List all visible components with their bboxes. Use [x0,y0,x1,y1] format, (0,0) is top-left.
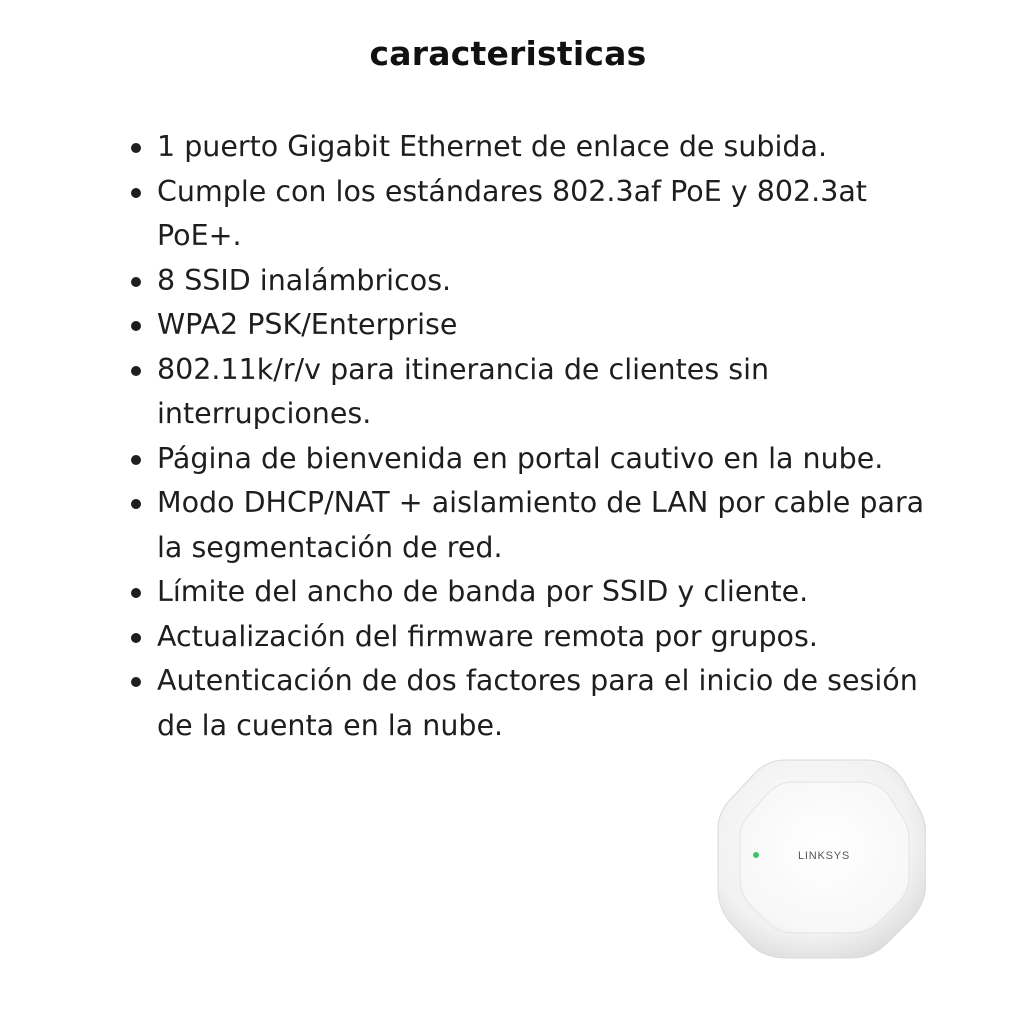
feature-text: Página de bienvenida en portal cautivo en la nube. [157,441,884,475]
list-item [157,437,927,482]
list-item [157,615,927,660]
bullet-icon [131,677,141,687]
access-point-image [716,752,926,962]
feature-list [157,125,927,748]
device-brand-label: LINKSYS [797,850,851,862]
feature-text: 1 puerto Gigabit Ethernet de enlace de subida. [157,130,828,163]
list-item [157,659,927,748]
bullet-icon [131,143,141,153]
feature-text: Autenticación de dos factores para el inicio de sesión de la cuenta en la nube. [157,664,918,742]
bullet-icon [131,633,141,643]
feature-text: WPA2 PSK/Enterprise [157,308,458,341]
bullet-icon [131,499,141,509]
list-item [157,481,927,570]
bullet-icon [131,455,141,465]
list-item [157,170,927,259]
bullet-icon [131,188,141,198]
status-led-icon [753,852,759,858]
list-item [157,125,927,170]
feature-text: Límite del ancho de banda por SSID y cliente. [157,575,809,608]
list-item [157,303,927,348]
feature-text: Actualización del firmware remota por grupos. [157,619,818,653]
bullet-icon [131,366,141,376]
list-item [157,348,927,437]
list-item [157,570,927,615]
feature-text: Modo DHCP/NAT + aislamiento de LAN por cable para la segmentación de red. [157,486,925,564]
feature-text: Cumple con los estándares 802.3af PoE y 802.3at PoE+. [157,174,867,252]
feature-text: 8 SSID inalámbricos. [157,263,452,297]
bullet-icon [131,277,141,287]
bullet-icon [131,588,141,598]
page-title: caracteristicas [369,34,647,73]
feature-text: 802.11k/r/v para itinerancia de clientes sin interrupciones. [157,352,770,430]
bullet-icon [131,321,141,331]
list-item [157,259,927,304]
